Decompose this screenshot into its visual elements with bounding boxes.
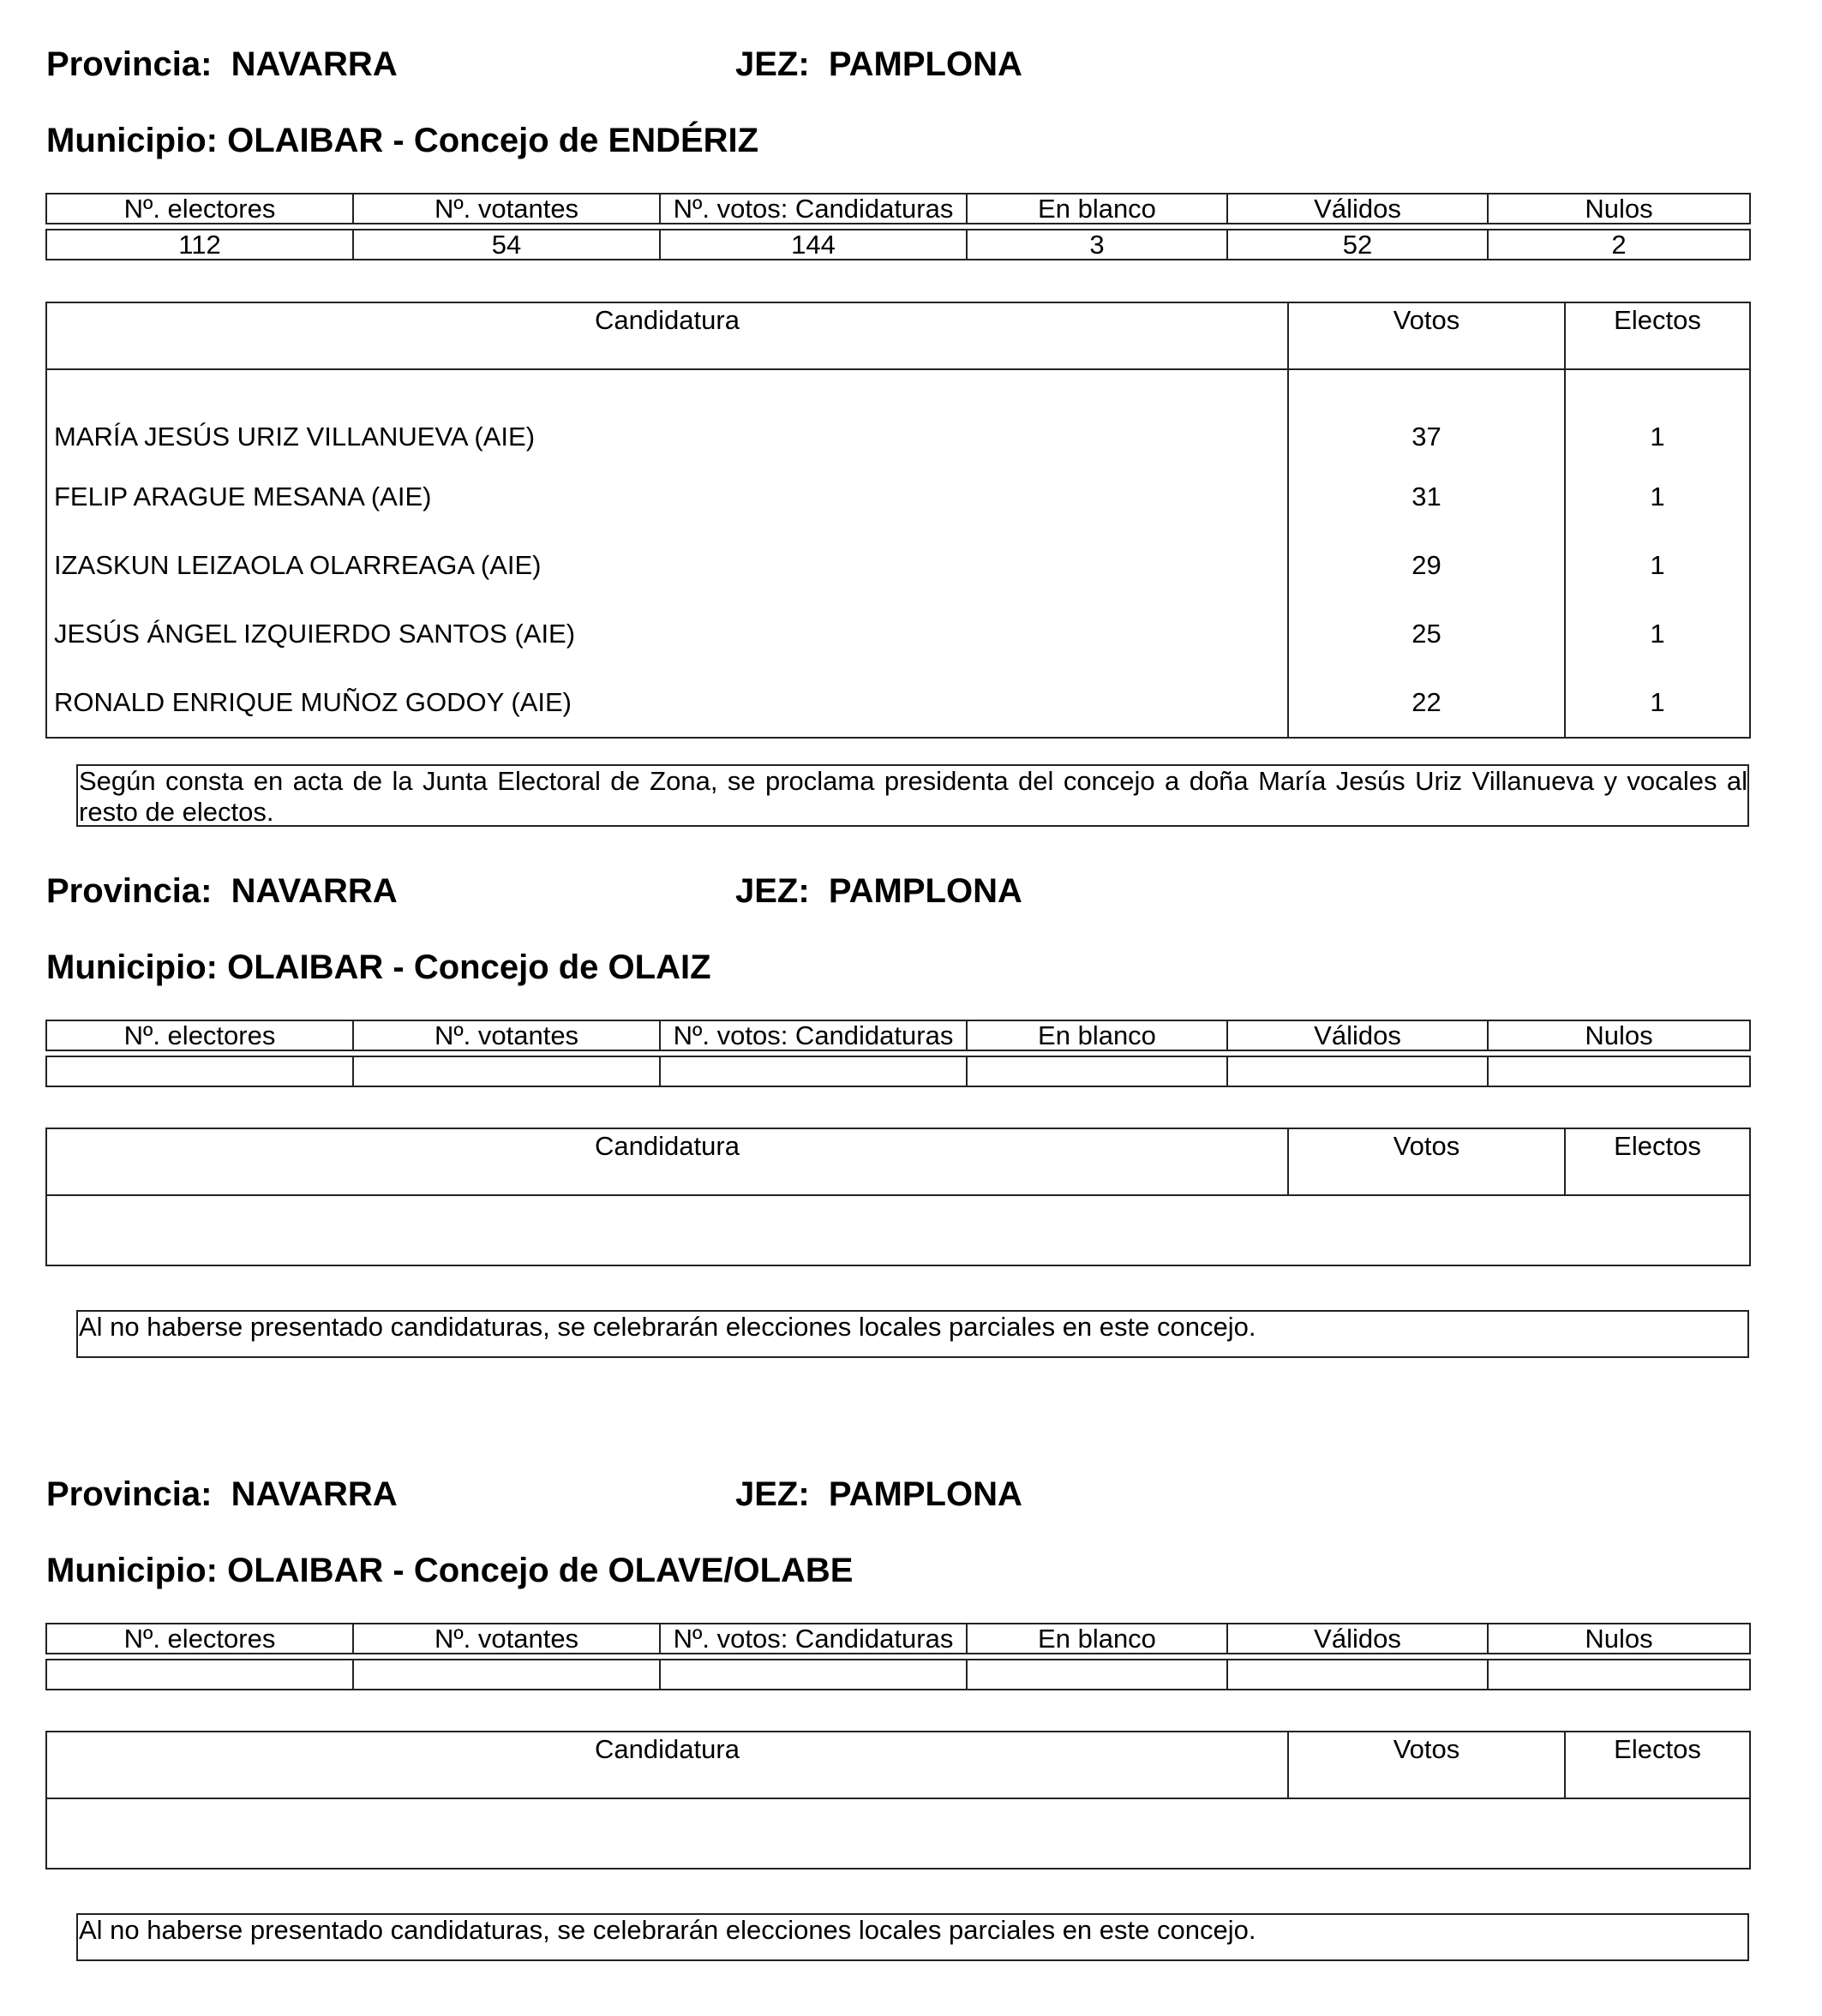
candidate-name: FELIP ARAGUE MESANA (AIE)	[46, 463, 1288, 531]
header-votos-candidaturas: Nº. votos: Candidaturas	[660, 1624, 967, 1654]
candidate-electos: 1	[1565, 463, 1750, 531]
header-electores: Nº. electores	[46, 194, 353, 224]
header-en-blanco: En blanco	[967, 194, 1227, 224]
jez-header	[735, 45, 1022, 84]
proclamation-note: Según consta en acta de la Junta Electoral de Zona, se proclama presidenta del concejo a doña María Jesús Uriz Villanueva y vocales al resto de electos.	[76, 764, 1749, 827]
header-electores: Nº. electores	[46, 1624, 353, 1654]
jez-label: JEZ:	[735, 872, 810, 910]
value-electores: 112	[46, 230, 353, 260]
candidates-table	[45, 1128, 1751, 1266]
header-electos: Electos	[1565, 1732, 1750, 1798]
provincia-value: NAVARRA	[231, 45, 398, 83]
candidates-header-row	[46, 302, 1750, 369]
summary-header-row	[46, 1624, 1750, 1654]
summary-values-row	[46, 1056, 1750, 1086]
header-nulos: Nulos	[1488, 1624, 1750, 1654]
summary-values-table	[45, 229, 1751, 260]
value-votantes	[353, 1660, 660, 1690]
header-validos: Válidos	[1227, 194, 1488, 224]
header-nulos: Nulos	[1488, 194, 1750, 224]
candidate-votos: 29	[1288, 531, 1565, 600]
header-electos: Electos	[1565, 302, 1750, 369]
header-nulos: Nulos	[1488, 1020, 1750, 1050]
table-row	[46, 668, 1750, 738]
header-votos: Votos	[1288, 302, 1565, 369]
header-en-blanco: En blanco	[967, 1020, 1227, 1050]
empty-candidates-row	[46, 1195, 1750, 1265]
jez-header	[735, 871, 1022, 911]
provincia-value: NAVARRA	[231, 872, 398, 910]
candidate-votos: 31	[1288, 463, 1565, 531]
candidates-header-row	[46, 1128, 1750, 1195]
no-candidates-note: Al no haberse presentado candidaturas, se celebrarán elecciones locales parciales en este concejo.	[76, 1310, 1749, 1358]
value-votantes: 54	[353, 230, 660, 260]
jez-label: JEZ:	[735, 45, 810, 83]
value-electores	[46, 1056, 353, 1086]
municipio-title: Municipio: OLAIBAR - Concejo de ENDÉRIZ	[46, 122, 759, 159]
municipio-title: Municipio: OLAIBAR - Concejo de OLAIZ	[46, 948, 711, 986]
provincia-label: Provincia:	[46, 872, 213, 910]
candidate-electos: 1	[1565, 531, 1750, 600]
value-votos-candidaturas	[660, 1660, 967, 1690]
header-electos: Electos	[1565, 1128, 1750, 1195]
summary-table	[45, 1623, 1751, 1654]
summary-values-row	[46, 1660, 1750, 1690]
no-candidates-note: Al no haberse presentado candidaturas, se celebrarán elecciones locales parciales en este concejo.	[76, 1913, 1749, 1961]
summary-table	[45, 1020, 1751, 1051]
candidate-electos: 1	[1565, 369, 1750, 463]
value-nulos	[1488, 1056, 1750, 1086]
value-votos-candidaturas: 144	[660, 230, 967, 260]
candidate-votos: 25	[1288, 600, 1565, 668]
value-en-blanco	[967, 1056, 1227, 1086]
value-validos	[1227, 1660, 1488, 1690]
jez-value: PAMPLONA	[828, 45, 1022, 83]
candidate-name: MARÍA JESÚS URIZ VILLANUEVA (AIE)	[46, 369, 1288, 463]
candidates-table	[45, 302, 1751, 739]
value-validos	[1227, 1056, 1488, 1086]
provincia-header	[46, 45, 398, 84]
header-candidatura: Candidatura	[46, 302, 1288, 369]
header-validos: Válidos	[1227, 1020, 1488, 1050]
table-row	[46, 531, 1750, 600]
provincia-label: Provincia:	[46, 1475, 213, 1513]
summary-values-table	[45, 1056, 1751, 1087]
empty-candidates-row	[46, 1798, 1750, 1869]
value-nulos	[1488, 1660, 1750, 1690]
empty-cell	[46, 1798, 1750, 1869]
header-votos-candidaturas: Nº. votos: Candidaturas	[660, 1020, 967, 1050]
header-votantes: Nº. votantes	[353, 1624, 660, 1654]
candidate-name: RONALD ENRIQUE MUÑOZ GODOY (AIE)	[46, 668, 1288, 738]
provincia-label: Provincia:	[46, 45, 213, 83]
candidate-name: IZASKUN LEIZAOLA OLARREAGA (AIE)	[46, 531, 1288, 600]
header-votos: Votos	[1288, 1732, 1565, 1798]
candidates-table	[45, 1731, 1751, 1869]
candidate-electos: 1	[1565, 600, 1750, 668]
summary-values-row	[46, 230, 1750, 260]
header-votos-candidaturas: Nº. votos: Candidaturas	[660, 194, 967, 224]
candidates-header-row	[46, 1732, 1750, 1798]
provincia-value: NAVARRA	[231, 1475, 398, 1513]
summary-header-row	[46, 1020, 1750, 1050]
header-candidatura: Candidatura	[46, 1128, 1288, 1195]
candidate-electos: 1	[1565, 668, 1750, 738]
table-row	[46, 463, 1750, 531]
value-en-blanco: 3	[967, 230, 1227, 260]
provincia-header	[46, 1475, 398, 1514]
candidate-name: JESÚS ÁNGEL IZQUIERDO SANTOS (AIE)	[46, 600, 1288, 668]
header-votantes: Nº. votantes	[353, 194, 660, 224]
jez-label: JEZ:	[735, 1475, 810, 1513]
value-validos: 52	[1227, 230, 1488, 260]
header-candidatura: Candidatura	[46, 1732, 1288, 1798]
provincia-header	[46, 871, 398, 911]
value-nulos: 2	[1488, 230, 1750, 260]
candidate-votos: 37	[1288, 369, 1565, 463]
table-row	[46, 369, 1750, 463]
header-en-blanco: En blanco	[967, 1624, 1227, 1654]
value-votos-candidaturas	[660, 1056, 967, 1086]
header-votos: Votos	[1288, 1128, 1565, 1195]
empty-cell	[46, 1195, 1750, 1265]
municipio-title: Municipio: OLAIBAR - Concejo de OLAVE/OLABE	[46, 1552, 854, 1589]
value-en-blanco	[967, 1660, 1227, 1690]
value-electores	[46, 1660, 353, 1690]
jez-value: PAMPLONA	[828, 872, 1022, 910]
jez-header	[735, 1475, 1022, 1514]
summary-header-row	[46, 194, 1750, 224]
candidate-votos: 22	[1288, 668, 1565, 738]
summary-values-table	[45, 1659, 1751, 1690]
header-electores: Nº. electores	[46, 1020, 353, 1050]
table-row	[46, 600, 1750, 668]
header-votantes: Nº. votantes	[353, 1020, 660, 1050]
value-votantes	[353, 1056, 660, 1086]
summary-table	[45, 193, 1751, 224]
jez-value: PAMPLONA	[828, 1475, 1022, 1513]
header-validos: Válidos	[1227, 1624, 1488, 1654]
